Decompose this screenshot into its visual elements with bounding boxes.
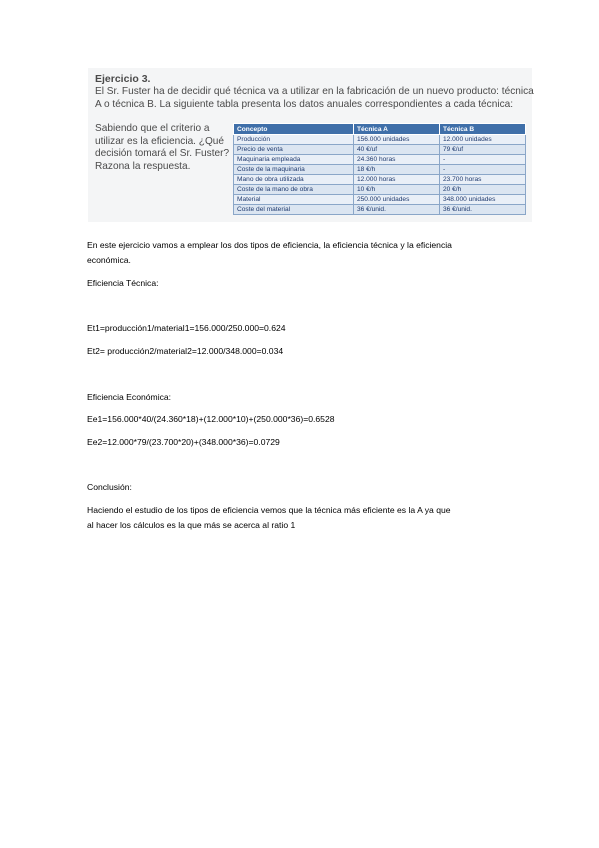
table-row (234, 135, 526, 145)
table-cell: 79 €/uf (439, 145, 525, 155)
conclusion-text-line-2: al hacer los cálculos es la que más se acerca al ratio 1 (87, 520, 296, 530)
table-cell: Maquinaria empleada (234, 155, 354, 165)
table-cell: - (439, 155, 525, 165)
table-cell: 348.000 unidades (439, 195, 525, 205)
table-row (234, 155, 526, 165)
table-cell: 10 €/h (353, 185, 439, 195)
table-cell: Coste de la maquinaria (234, 165, 354, 175)
ee2-formula: Ee2=12.000*79/(23.700*20)+(348.000*36)=0.0729 (87, 437, 280, 447)
exercise-statement-line-2: A o técnica B. La siguiente tabla presenta los datos anuales correspondientes a cada técnica: (95, 99, 514, 110)
table-cell: 20 €/h (439, 185, 525, 195)
intro-text-line-2: económica. (87, 255, 131, 265)
table-cell: 18 €/h (353, 165, 439, 175)
ee1-formula: Ee1=156.000*40/(24.360*18)+(12.000*10)+(250.000*36)=0.6528 (87, 414, 335, 424)
table-cell: Mano de obra utilizada (234, 175, 354, 185)
technical-efficiency-heading: Eficiencia Técnica: (87, 278, 159, 288)
table-cell: Coste de la mano de obra (234, 185, 354, 195)
table-cell: Producción (234, 135, 354, 145)
exercise-title: Ejercicio 3. (95, 73, 151, 85)
table-header-cell: Técnica B (439, 124, 525, 135)
table-header-cell: Técnica A (353, 124, 439, 135)
table-header-cell: Concepto (234, 124, 354, 135)
table-cell: 12.000 horas (353, 175, 439, 185)
table-row (234, 145, 526, 155)
table-row (234, 185, 526, 195)
table-cell: 12.000 unidades (439, 135, 525, 145)
table-header-row (234, 124, 526, 135)
table-cell: 24.360 horas (353, 155, 439, 165)
table-cell: 250.000 unidades (353, 195, 439, 205)
table-cell: - (439, 165, 525, 175)
conclusion-heading: Conclusión: (87, 482, 132, 492)
exercise-image (88, 68, 532, 222)
table-cell: 40 €/uf (353, 145, 439, 155)
table-cell: Material (234, 195, 354, 205)
economic-efficiency-heading: Eficiencia Económica: (87, 392, 172, 402)
table-cell: Coste del material (234, 205, 354, 215)
table-cell: Precio de venta (234, 145, 354, 155)
table-row (234, 175, 526, 185)
data-table (233, 123, 526, 215)
conclusion-text-line-1: Haciendo el estudio de los tipos de eficiencia vemos que la técnica más eficiente es la A ya que (87, 505, 451, 515)
intro-text-line-1: En este ejercicio vamos a emplear los dos tipos de eficiencia, la eficiencia técnica y la eficiencia (87, 240, 452, 250)
table-row (234, 195, 526, 205)
et2-formula: Et2= producción2/material2=12.000/348.000=0.034 (87, 346, 284, 356)
et1-formula: Et1=producción1/material1=156.000/250.000=0.624 (87, 323, 286, 333)
table-row (234, 165, 526, 175)
table-cell: 23.700 horas (439, 175, 525, 185)
exercise-question: Sabiendo que el criterio a utilizar es la eficiencia. ¿Qué decisión tomará el Sr. Fuster? Razona la respuesta. (95, 123, 230, 172)
table-cell: 36 €/unid. (353, 205, 439, 215)
exercise-statement-line-1: El Sr. Fuster ha de decidir qué técnica va a utilizar en la fabricación de un nuevo producto: técnica (95, 86, 534, 97)
table-row (234, 205, 526, 215)
table-cell: 156.000 unidades (353, 135, 439, 145)
table-cell: 36 €/unid. (439, 205, 525, 215)
